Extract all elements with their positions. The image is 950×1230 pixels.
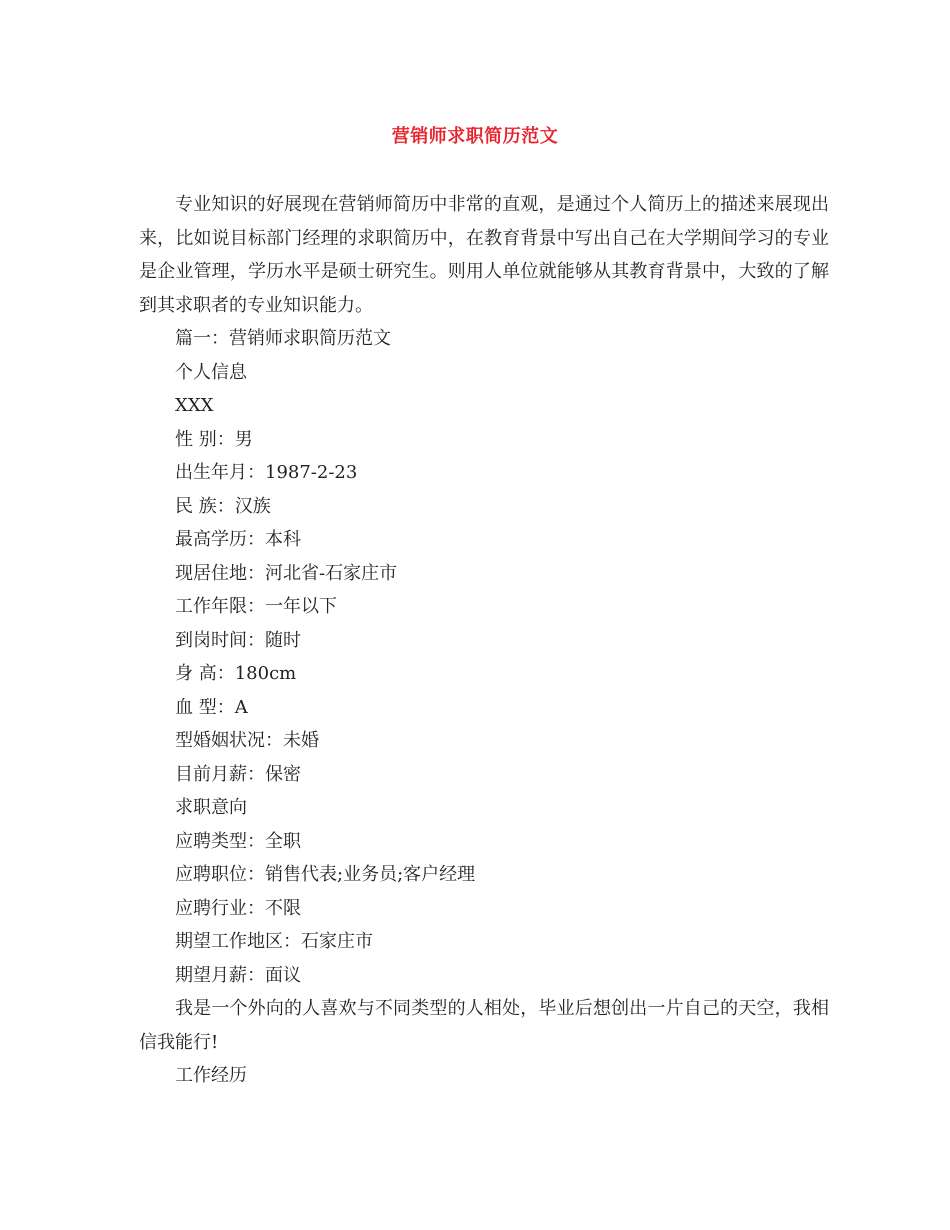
ethnicity-line: 民 族：汉族 [175,495,271,517]
work-heading: 工作经历 [175,1065,247,1086]
section-title: 篇一：营销师求职简历范文 [175,328,391,349]
job-position-line: 应聘职位：销售代表;业务员;客户经理 [175,864,476,885]
job-type-line: 应聘类型：全职 [175,830,301,852]
self-statement-paragraph: 我是一个外向的人喜欢与不同类型的人相处，毕业后想创出一片自己的天空，我相信我能行! [139,998,829,1053]
start-time-line: 到岗时间：随时 [175,629,301,651]
gender-line: 性 别：男 [175,428,253,450]
document-body [139,188,829,1093]
document-title: 营销师求职简历范文 [391,126,559,147]
blood-line: 血 型：A [175,696,248,718]
height-line: 身 高：180cm [175,663,297,684]
current-salary-line: 目前月薪：保密 [175,763,301,785]
intent-heading: 求职意向 [175,797,247,818]
name-line: XXX [175,395,214,416]
job-industry-line: 应聘行业：不限 [175,897,301,919]
personal-info-heading: 个人信息 [175,361,247,383]
intro-paragraph: 专业知识的好展现在营销师简历中非常的直观，是通过个人简历上的描述来展现出来，比如说目标部门经理的求职简历中，在教育背景中写出自己在大学期间学习的专业是企业管理，学历水平是硕士研究生。则用人单位就能够从其教育背景中，大致的了解到其求职者的专业知识能力。 [139,194,829,316]
birth-line: 出生年月：1987-2-23 [175,462,358,483]
expected-salary-line: 期望月薪：面议 [175,964,301,986]
education-line: 最高学历：本科 [175,529,301,550]
residence-line: 现居住地：河北省-石家庄市 [175,562,398,584]
marital-line: 型婚姻状况：未婚 [175,730,319,751]
work-years-line: 工作年限：一年以下 [175,596,337,617]
job-location-line: 期望工作地区：石家庄市 [175,931,373,952]
